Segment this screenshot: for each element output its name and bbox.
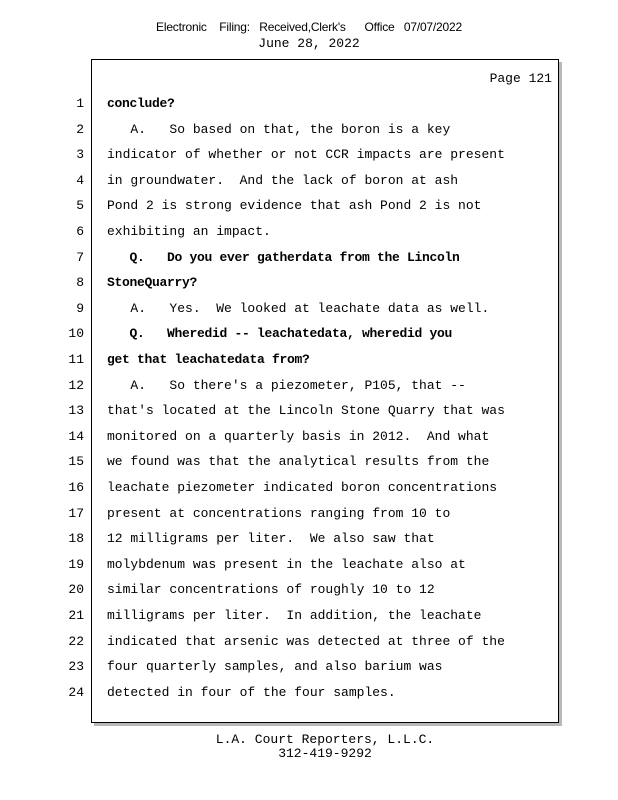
line-number: 22 [68, 634, 84, 649]
line-number: 8 [76, 275, 84, 290]
transcript-line-text: get that leachatedata from? [107, 352, 310, 367]
transcript-line-text: we found was that the analytical results from the [107, 454, 490, 469]
transcript-line-text: milligrams per liter. In addition, the leachate [107, 608, 482, 623]
line-number: 19 [68, 557, 84, 572]
line-number: 10 [68, 326, 84, 341]
transcript-line-text: indicator of whether or not CCR impacts are present [107, 147, 505, 162]
line-number: 21 [68, 608, 84, 623]
line-number: 20 [68, 582, 84, 597]
line-number: 4 [76, 173, 84, 188]
transcript-line-text: conclude? [107, 96, 175, 111]
line-number: 6 [76, 224, 84, 239]
transcript-line-text: similar concentrations of roughly 10 to 12 [107, 582, 435, 597]
page-number: Page 121 [489, 71, 552, 86]
transcript-line-text: exhibiting an impact. [107, 224, 271, 239]
line-number: 23 [68, 659, 84, 674]
transcript-line-text: molybdenum was present in the leachate also at [107, 557, 466, 572]
footer [0, 733, 618, 761]
transcript-line-text: indicated that arsenic was detected at three of the [107, 634, 505, 649]
line-number: 2 [76, 122, 84, 137]
line-number: 1 [76, 96, 84, 111]
line-number: 3 [76, 147, 84, 162]
transcript-date: June 28, 2022 [258, 36, 360, 51]
line-number: 7 [76, 250, 84, 265]
transcript-line-text: A. So based on that, the boron is a key [107, 122, 451, 137]
line-number: 9 [76, 301, 84, 316]
transcript-line-text: Q. Do you ever gatherdata from the Lincoln [107, 250, 460, 265]
line-number: 11 [68, 352, 84, 367]
line-number: 12 [68, 378, 84, 393]
transcript-line-text: four quarterly samples, and also barium was [107, 659, 443, 674]
line-number: 17 [68, 506, 84, 521]
transcript-line-text: Pond 2 is strong evidence that ash Pond 2 is not [107, 198, 482, 213]
transcript-line-text: in groundwater. And the lack of boron at ash [107, 173, 459, 188]
transcript-line-text: Q. Wheredid -- leachatedata, wheredid you [107, 326, 453, 341]
footer-phone: 312-419-9292 [278, 746, 372, 761]
electronic-filing-stamp: Electronic Filing: Received,Clerk's Office 07/07/2022 [156, 20, 462, 34]
transcript-line-text: detected in four of the four samples. [107, 685, 396, 700]
transcript-line-text: leachate piezometer indicated boron concentrations [107, 480, 498, 495]
transcript-line-text: that's located at the Lincoln Stone Quarry that was [107, 403, 505, 418]
line-number: 24 [68, 685, 84, 700]
line-number: 15 [68, 454, 84, 469]
line-number: 18 [68, 531, 84, 546]
transcript-line-text: monitored on a quarterly basis in 2012. And what [107, 429, 490, 444]
transcript-line-text: present at concentrations ranging from 10 to [107, 506, 451, 521]
line-number: 14 [68, 429, 84, 444]
line-number: 16 [68, 480, 84, 495]
transcript-line-text: 12 milligrams per liter. We also saw that [107, 531, 435, 546]
transcript-line-text: A. Yes. We looked at leachate data as well. [107, 301, 490, 316]
transcript-line-text: StoneQuarry? [107, 275, 198, 290]
line-number: 13 [68, 403, 84, 418]
transcript-line-text: A. So there's a piezometer, P105, that -- [107, 378, 466, 393]
footer-company: L.A. Court Reporters, L.L.C. [215, 732, 435, 747]
line-number: 5 [76, 198, 84, 213]
